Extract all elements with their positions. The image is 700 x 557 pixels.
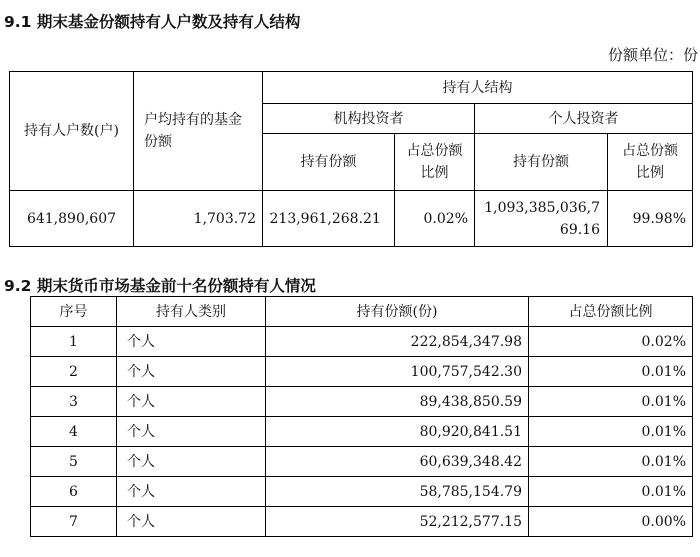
unit-label: 份额单位：份 (607, 46, 698, 64)
table-row: 1 个人 222,854,347.98 0.02% (31, 327, 693, 357)
table-row: 5 个人 60,639,348.42 0.01% (31, 447, 693, 477)
header-no: 序号 (31, 297, 117, 327)
cell-holder-count: 641,890,607 (10, 191, 134, 247)
table-row: 7 个人 52,212,577.15 0.00% (31, 507, 693, 537)
header-shares: 持有份额(份) (266, 297, 529, 327)
table-row: 4 个人 80,920,841.51 0.01% (31, 417, 693, 447)
cell-indiv-shares: 1,093,385,036,769.16 (475, 191, 608, 247)
holder-structure-table (9, 71, 693, 247)
header-individual: 个人投资者 (475, 104, 693, 134)
header-indiv-shares: 持有份额 (475, 134, 608, 191)
section1-title: 9.1 期末基金份额持有人户数及持有人结构 (4, 13, 301, 31)
top-holders-table (30, 296, 693, 537)
cell-inst-ratio: 0.02% (395, 191, 475, 247)
header-type: 持有人类别 (117, 297, 266, 327)
header-avg-holding: 户均持有的基金份额 (134, 72, 263, 191)
cell-avg-holding: 1,703.72 (134, 191, 263, 247)
header-holder-count: 持有人户数(户) (10, 72, 134, 191)
table-row: 3 个人 89,438,850.59 0.01% (31, 387, 693, 417)
section2-title: 9.2 期末货币市场基金前十名份额持有人情况 (4, 277, 316, 295)
header-ratio: 占总份额比例 (529, 297, 693, 327)
table-row: 2 个人 100,757,542.30 0.01% (31, 357, 693, 387)
table-row: 6 个人 58,785,154.79 0.01% (31, 477, 693, 507)
header-inst-ratio: 占总份额比例 (395, 134, 475, 191)
header-inst-shares: 持有份额 (263, 134, 395, 191)
header-structure: 持有人结构 (263, 72, 693, 104)
header-indiv-ratio: 占总份额比例 (608, 134, 693, 191)
header-institutional: 机构投资者 (263, 104, 475, 134)
cell-indiv-ratio: 99.98% (608, 191, 693, 247)
cell-inst-shares: 213,961,268.21 (263, 191, 395, 247)
